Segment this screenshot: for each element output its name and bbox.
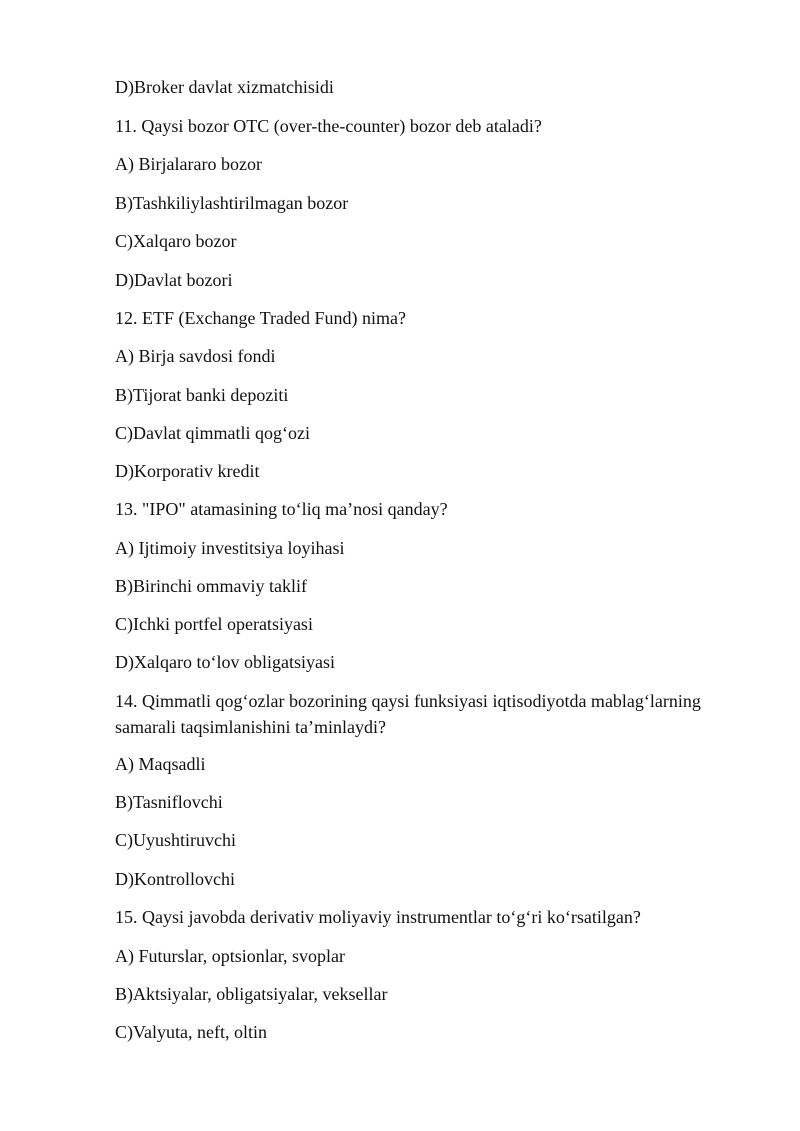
answer-option-c: C)Xalqaro bozor — [115, 231, 237, 251]
answer-option-a: A) Maqsadli — [115, 754, 206, 774]
answer-option-d: D)Xalqaro to‘lov obligatsiyasi — [115, 652, 335, 672]
question-15: 15. Qaysi javobda derivativ moliyaviy instrumentlar to‘g‘ri ko‘rsatilgan? — [115, 907, 641, 927]
answer-option-d: D)Kontrollovchi — [115, 869, 235, 889]
answer-option-a: A) Birjalararo bozor — [115, 154, 262, 174]
answer-option-c: C)Valyuta, neft, oltin — [115, 1022, 267, 1042]
question-13: 13. "IPO" atamasining to‘liq ma’nosi qanday? — [115, 499, 448, 519]
answer-option-c: C)Ichki portfel operatsiyasi — [115, 614, 313, 634]
answer-option-b: B)Birinchi ommaviy taklif — [115, 576, 307, 596]
question-11: 11. Qaysi bozor OTC (over-the-counter) bozor deb ataladi? — [115, 116, 542, 136]
answer-option-b: B)Aktsiyalar, obligatsiyalar, veksellar — [115, 984, 388, 1004]
answer-option-a: A) Futurslar, optsionlar, svoplar — [115, 946, 346, 966]
answer-option-b: B)Tasniflovchi — [115, 792, 223, 812]
answer-option-d: D)Broker davlat xizmatchisidi — [115, 77, 334, 97]
answer-option-d: D)Korporativ kredit — [115, 461, 260, 481]
answer-option-c: C)Uyushtiruvchi — [115, 830, 236, 850]
answer-option-b: B)Tijorat banki depoziti — [115, 385, 289, 405]
answer-option-a: A) Ijtimoiy investitsiya loyihasi — [115, 538, 345, 558]
answer-option-b: B)Tashkiliylashtirilmagan bozor — [115, 193, 349, 213]
answer-option-d: D)Davlat bozori — [115, 270, 233, 290]
answer-option-a: A) Birja savdosi fondi — [115, 346, 276, 366]
question-14: 14. Qimmatli qog‘ozlar bozorining qaysi funksiyasi iqtisodiyotda mablag‘larning samarali taqsimlanishini ta’minlaydi? — [115, 691, 701, 737]
answer-option-c: C)Davlat qimmatli qog‘ozi — [115, 423, 310, 443]
question-12: 12. ETF (Exchange Traded Fund) nima? — [115, 308, 406, 328]
